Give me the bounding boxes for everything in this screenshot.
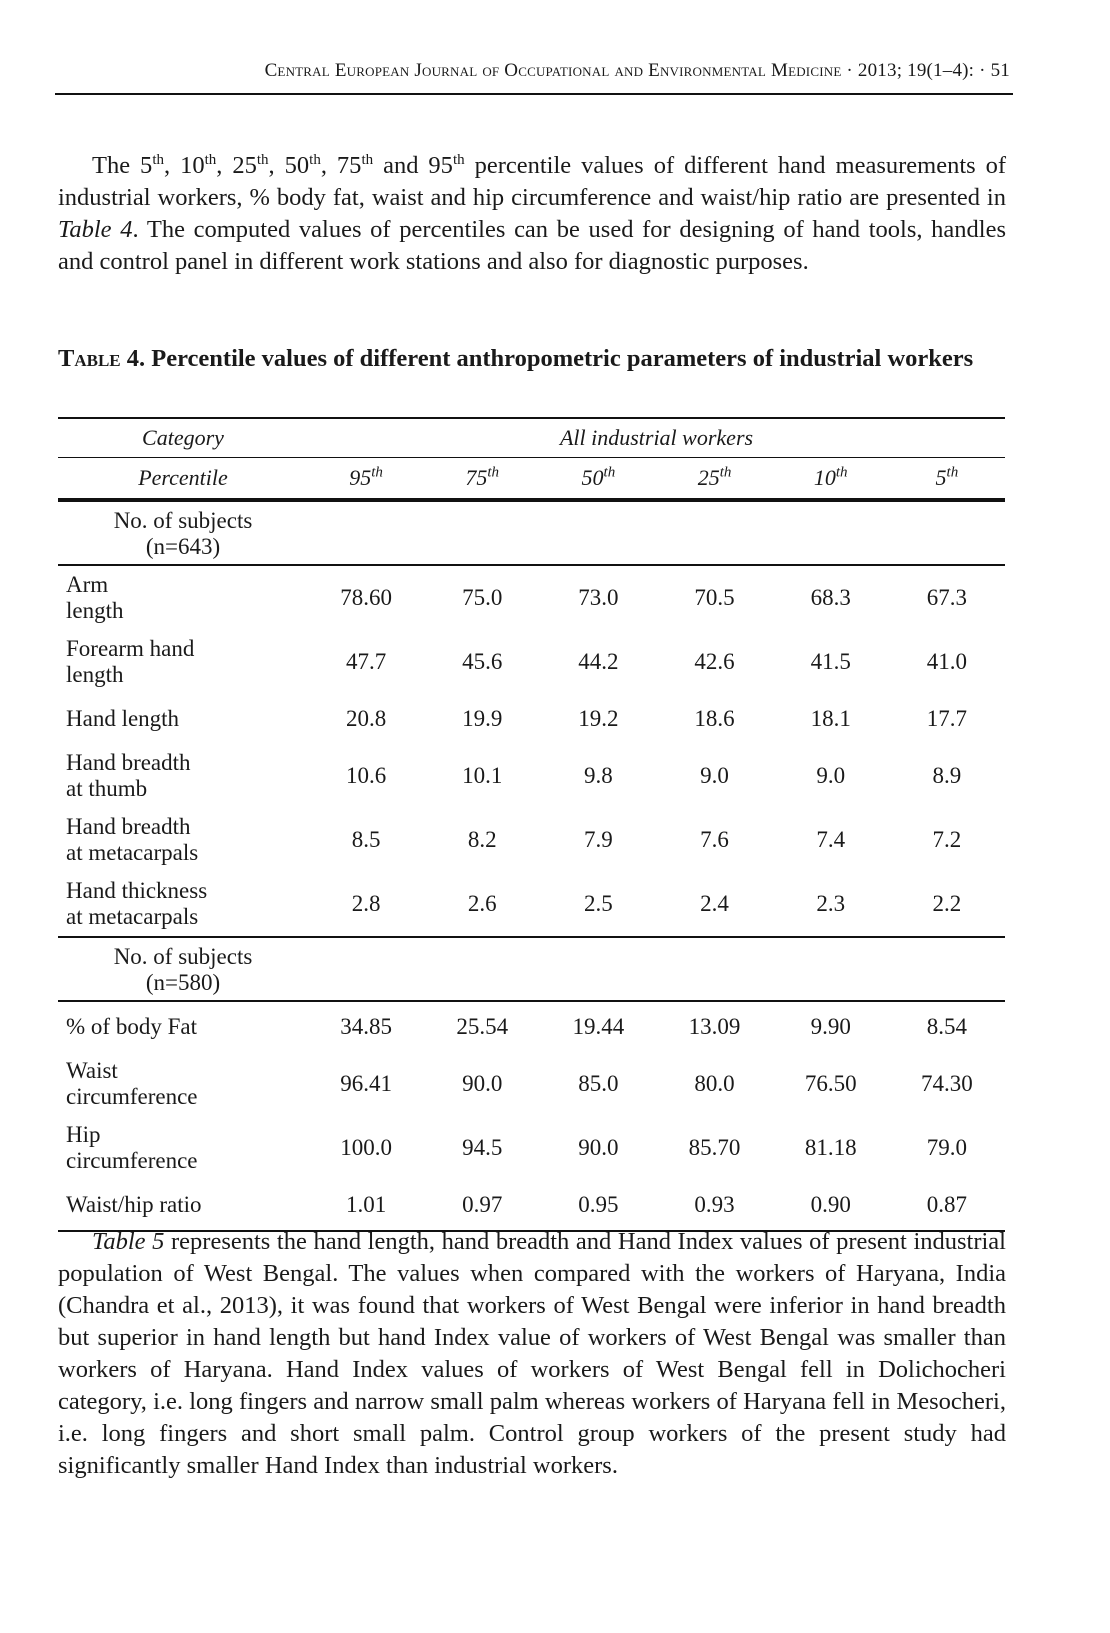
value-cell: 19.2 bbox=[578, 706, 619, 731]
percentile-col-4: 10th bbox=[773, 458, 889, 501]
value-cell: 13.09 bbox=[688, 1014, 741, 1039]
percentile-col-2: 50th bbox=[540, 458, 656, 501]
group-header-643: No. of subjects (n=643) bbox=[58, 500, 1005, 565]
value-cell: 18.1 bbox=[810, 706, 851, 731]
table-4-reference: Table 4 bbox=[58, 216, 133, 243]
value-cell: 45.6 bbox=[462, 649, 503, 674]
value-cell: 2.5 bbox=[540, 872, 656, 937]
table-row bbox=[58, 1052, 1005, 1116]
value-cell: 2.3 bbox=[773, 872, 889, 937]
percentile-col-5: 5th bbox=[889, 458, 1005, 501]
value-cell: 19.9 bbox=[462, 706, 503, 731]
value-cell: 0.97 bbox=[424, 1180, 540, 1231]
value-cell: 41.5 bbox=[810, 649, 851, 674]
value-cell: 100.0 bbox=[340, 1135, 392, 1160]
value-cell: 44.2 bbox=[578, 649, 619, 674]
table-5-reference: Table 5 bbox=[92, 1228, 165, 1255]
value-cell: 47.7 bbox=[345, 649, 387, 674]
parameter-label: Hand thickness at metacarpals bbox=[58, 872, 308, 937]
group2-body bbox=[58, 1001, 1005, 1231]
parameter-label: Arm length bbox=[66, 572, 124, 623]
value-cell: 2.4 bbox=[656, 872, 772, 937]
journal-name: Central European Journal of Occupational and Environmental Medicine bbox=[264, 60, 842, 81]
parameter-label: Hand breadth at metacarpals bbox=[66, 814, 199, 865]
value-cell: 9.0 bbox=[816, 763, 846, 788]
value-cell: 9.90 bbox=[810, 1014, 851, 1039]
value-cell: 8.5 bbox=[351, 827, 381, 852]
value-cell: 94.5 bbox=[462, 1135, 503, 1160]
table-row bbox=[58, 565, 1005, 630]
parameter-label: Hand breadth at thumb bbox=[66, 750, 191, 801]
parameter-label: % of body Fat bbox=[66, 1014, 197, 1039]
value-cell: 90.0 bbox=[462, 1071, 503, 1096]
percentile-col-3: 25th bbox=[656, 458, 772, 501]
parameter-label: Hip circumference bbox=[66, 1122, 198, 1173]
table-row bbox=[58, 630, 1005, 694]
percentile-col-1: 75th bbox=[424, 458, 540, 501]
intro-paragraph: The 5th, 10th, 25th, 50th, 75th and 95th percentile values of different hand measurements of industrial workers, % body fat, waist and hip circumference and waist/hip ratio are presented in Table 4. The computed values of percentiles can be used for designing of hand tools, handles and control panel in different work stations and also for diagnostic purposes. bbox=[58, 151, 1007, 275]
caption-text: Percentile values of different anthropometric parameters of industrial workers bbox=[145, 345, 974, 372]
value-cell: 10.1 bbox=[462, 763, 503, 788]
table-row bbox=[58, 744, 1005, 808]
percentile-header-row bbox=[58, 458, 1005, 501]
value-cell: 7.9 bbox=[584, 827, 613, 852]
category-label: Category bbox=[58, 418, 308, 458]
table-row bbox=[58, 694, 1005, 744]
group1-body bbox=[58, 565, 1005, 937]
table-row bbox=[58, 808, 1005, 872]
value-cell: 20.8 bbox=[345, 706, 387, 731]
closing-paragraph: Table 5 represents the hand length, hand breadth and Hand Index values of present industrial population of West Bengal. The values when compared with the workers of Haryana, India (Chandra et al., 2013), it was found that workers of West Bengal were inferior in hand breadth but superior in hand length but hand Index value of workers of West Bengal was smaller than workers of Haryana. Hand Index values of workers of West Bengal fell in Dolichocheri category, i.e. long fingers and narrow small palm whereas workers of Haryana fell in Mesocheri, i.e. long fingers and short small palm. Control group workers of the present study had significantly smaller Hand Index than industrial workers. bbox=[58, 1228, 1006, 1479]
parameter-label: Forearm hand length bbox=[66, 636, 195, 687]
value-cell: 80.0 bbox=[694, 1071, 735, 1096]
value-cell: 9.8 bbox=[584, 763, 613, 788]
issue-info: · 2013; 19(1–4): · 51 bbox=[846, 60, 1010, 81]
value-cell: 19.44 bbox=[572, 1014, 625, 1039]
value-cell: 8.2 bbox=[467, 827, 497, 852]
percentile-table bbox=[58, 417, 1005, 1232]
value-cell: 0.87 bbox=[889, 1180, 1005, 1231]
table-row bbox=[58, 1001, 1005, 1052]
value-cell: 81.18 bbox=[804, 1135, 857, 1160]
value-cell: 68.3 bbox=[810, 585, 851, 610]
value-cell: 1.01 bbox=[308, 1180, 424, 1231]
percentile-label: Percentile bbox=[58, 458, 308, 501]
value-cell: 42.6 bbox=[694, 649, 735, 674]
table-row bbox=[58, 1116, 1005, 1180]
value-cell: 34.85 bbox=[340, 1014, 392, 1039]
value-cell: 25.54 bbox=[456, 1014, 509, 1039]
value-cell: 7.4 bbox=[816, 827, 846, 852]
parameter-label: Waist circumference bbox=[66, 1058, 198, 1109]
value-cell: 76.50 bbox=[804, 1071, 857, 1096]
value-cell: 2.6 bbox=[424, 872, 540, 937]
value-cell: 2.2 bbox=[889, 872, 1005, 937]
value-cell: 70.5 bbox=[694, 585, 735, 610]
value-cell: 85.0 bbox=[578, 1071, 619, 1096]
value-cell: 17.7 bbox=[926, 706, 968, 731]
category-header-row bbox=[58, 418, 1005, 458]
table-caption bbox=[58, 343, 1006, 375]
parameter-label: Hand length bbox=[66, 706, 180, 731]
category-value: All industrial workers bbox=[308, 418, 1005, 458]
value-cell: 9.0 bbox=[700, 763, 729, 788]
value-cell: 75.0 bbox=[462, 585, 503, 610]
header-rule bbox=[55, 93, 1013, 95]
table-row bbox=[58, 1180, 1005, 1231]
value-cell: 0.95 bbox=[540, 1180, 656, 1231]
parameter-label: Waist/hip ratio bbox=[58, 1180, 308, 1231]
group-header-580: No. of subjects (n=580) bbox=[58, 937, 1005, 1001]
value-cell: 78.60 bbox=[340, 585, 392, 610]
value-cell: 73.0 bbox=[578, 585, 619, 610]
value-cell: 67.3 bbox=[926, 585, 968, 610]
value-cell: 18.6 bbox=[694, 706, 735, 731]
percentile-col-0: 95th bbox=[308, 458, 424, 501]
table-row bbox=[58, 872, 1005, 937]
value-cell: 96.41 bbox=[340, 1071, 392, 1096]
value-cell: 41.0 bbox=[926, 649, 968, 674]
value-cell: 8.9 bbox=[932, 763, 962, 788]
value-cell: 10.6 bbox=[345, 763, 387, 788]
value-cell: 8.54 bbox=[926, 1014, 968, 1039]
value-cell: 90.0 bbox=[578, 1135, 619, 1160]
value-cell: 0.90 bbox=[773, 1180, 889, 1231]
running-header bbox=[58, 60, 1010, 94]
caption-label: Table 4. bbox=[58, 345, 146, 372]
value-cell: 85.70 bbox=[688, 1135, 741, 1160]
value-cell: 0.93 bbox=[656, 1180, 772, 1231]
value-cell: 74.30 bbox=[921, 1071, 973, 1096]
value-cell: 7.2 bbox=[932, 827, 962, 852]
value-cell: 7.6 bbox=[700, 827, 729, 852]
value-cell: 79.0 bbox=[926, 1135, 968, 1160]
value-cell: 2.8 bbox=[308, 872, 424, 937]
